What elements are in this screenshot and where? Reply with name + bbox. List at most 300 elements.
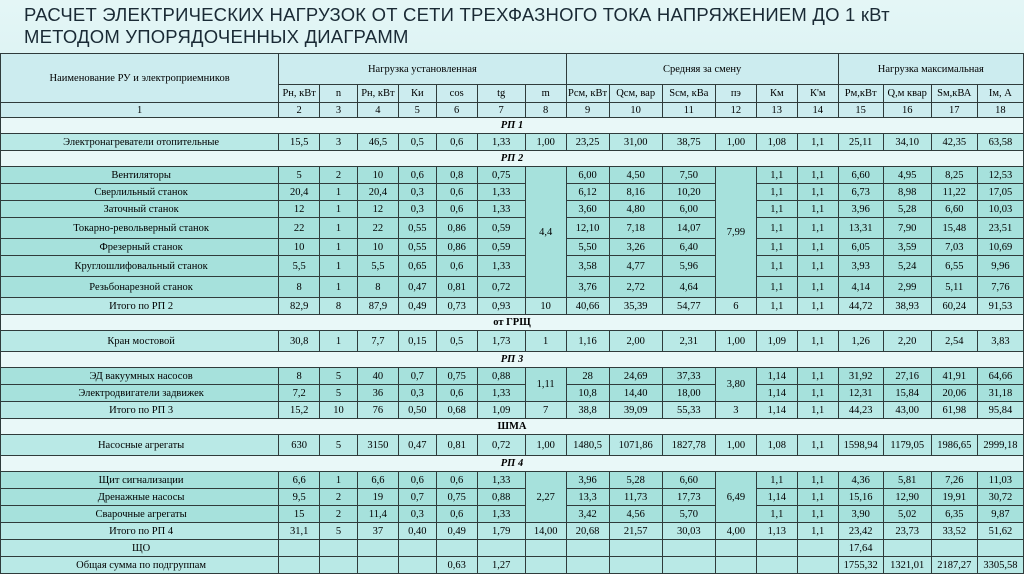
section-row-rp2 [1,151,1024,167]
cell: 1,1 [756,277,797,298]
cell: 0,6 [436,256,477,277]
cell: 1,33 [477,472,525,489]
col-header: Iм, А [977,85,1023,103]
cell: 4,64 [662,277,715,298]
cell: 1071,86 [609,435,662,456]
cell: 1,1 [797,256,838,277]
cell: 10 [357,239,398,256]
cell: 0,3 [398,385,436,402]
cell: 37 [357,523,398,540]
cell: 33,52 [931,523,977,540]
cell: 12,90 [883,489,931,506]
cell [797,540,838,557]
cell: 1,08 [756,134,797,151]
col-header: Рсм, кВт [566,85,609,103]
cell: 1480,5 [566,435,609,456]
cell: 7 [525,402,566,419]
cell: 11,22 [931,184,977,201]
cell: 6,00 [566,167,609,184]
table-row [1,201,1024,218]
cell: 1,14 [756,385,797,402]
cell: 0,93 [477,298,525,315]
row-name: Круглошлифовальный станок [1,256,279,277]
cell: 40 [357,368,398,385]
cell: 7,18 [609,218,662,239]
cell: 3,90 [838,506,883,523]
cell: 2 [320,167,358,184]
cell: 1 [320,184,358,201]
cell: 1,1 [756,239,797,256]
cell: 7,03 [931,239,977,256]
cell: 30,8 [279,331,320,352]
cell: 1,00 [715,134,756,151]
col-header: Ки [398,85,436,103]
cell: 54,77 [662,298,715,315]
cell: 7,26 [931,472,977,489]
col-number: 1 [1,103,279,118]
cell: 24,69 [609,368,662,385]
cell: 21,57 [609,523,662,540]
col-number: 8 [525,103,566,118]
row-name: Общая сумма по подгруппам [1,557,279,574]
cell [609,557,662,574]
row-name: Итого по РП 4 [1,523,279,540]
cell: 40,66 [566,298,609,315]
cell: 1,1 [797,331,838,352]
cell: 1,00 [525,435,566,456]
cell: 30,03 [662,523,715,540]
cell: 15,48 [931,218,977,239]
row-name: Щит сигнализации [1,472,279,489]
cell: 82,9 [279,298,320,315]
cell: 11,4 [357,506,398,523]
header-group-avg: Средняя за смену [566,54,838,85]
cell: 1,33 [477,134,525,151]
cell: 1,16 [566,331,609,352]
cell: 3,59 [883,239,931,256]
cell: 1 [320,331,358,352]
cell: 0,7 [398,368,436,385]
col-number: 5 [398,103,436,118]
cell: 1,1 [797,368,838,385]
cell [357,540,398,557]
cell: 14,40 [609,385,662,402]
cell [525,540,566,557]
cell: 15,5 [279,134,320,151]
cell: 1,1 [797,134,838,151]
cell: 1,33 [477,184,525,201]
cell: 12,53 [977,167,1023,184]
table-row-total [1,298,1024,315]
cell: 15,84 [883,385,931,402]
cell: 19,91 [931,489,977,506]
cell: 28 [566,368,609,385]
section-title: ШМА [1,419,1024,435]
cell: 3,42 [566,506,609,523]
cell: 35,39 [609,298,662,315]
row-name: Электродвигатели задвижек [1,385,279,402]
row-name: Итого по РП 2 [1,298,279,315]
col-number: 12 [715,103,756,118]
cell [477,540,525,557]
header-row-numbers [1,103,1024,118]
section-row-shma [1,419,1024,435]
table-row [1,239,1024,256]
cell: 5,81 [883,472,931,489]
cell: 0,6 [436,201,477,218]
cell: 5,02 [883,506,931,523]
cell: 1,1 [797,435,838,456]
cell: 46,5 [357,134,398,151]
cell: 31,1 [279,523,320,540]
cell: 1,33 [477,201,525,218]
cell: 5 [320,523,358,540]
cell: 17,64 [838,540,883,557]
cell: 5,50 [566,239,609,256]
cell [715,557,756,574]
cell: 1,73 [477,331,525,352]
cell: 4,14 [838,277,883,298]
cell: 5,11 [931,277,977,298]
table-row [1,277,1024,298]
cell: 5,70 [662,506,715,523]
cell: 5,28 [883,201,931,218]
cell: 23,51 [977,218,1023,239]
cell: 0,5 [436,331,477,352]
cell [883,540,931,557]
section-row-rp4 [1,456,1024,472]
cell: 1,26 [838,331,883,352]
cell [756,557,797,574]
cell: 0,6 [398,472,436,489]
row-name: Электронагреватели отопительные [1,134,279,151]
row-name: Дренажные насосы [1,489,279,506]
cell: 12 [279,201,320,218]
cell [398,557,436,574]
cell: 1,1 [797,277,838,298]
title-line-2: МЕТОДОМ УПОРЯДОЧЕННЫХ ДИАГРАММ [24,26,409,47]
cell: 6,60 [931,201,977,218]
cell: 2 [320,489,358,506]
cell: 1,14 [756,402,797,419]
cell [320,557,358,574]
cell: 3305,58 [977,557,1023,574]
cell: 0,65 [398,256,436,277]
cell: 27,16 [883,368,931,385]
cell: 10,03 [977,201,1023,218]
cell: 0,49 [398,298,436,315]
cell: 1986,65 [931,435,977,456]
cell [662,557,715,574]
cell: 3,93 [838,256,883,277]
cell: 6,55 [931,256,977,277]
cell: 0,3 [398,201,436,218]
cell: 38,93 [883,298,931,315]
cell: 0,6 [398,167,436,184]
cell: 15,16 [838,489,883,506]
cell: 1,09 [756,331,797,352]
cell: 6,35 [931,506,977,523]
cell: 3,96 [566,472,609,489]
cell: 2187,27 [931,557,977,574]
col-header: n [320,85,358,103]
cell: 20,4 [279,184,320,201]
cell: 1,1 [756,184,797,201]
cell: 1 [320,239,358,256]
cell: 1,09 [477,402,525,419]
cell: 0,75 [477,167,525,184]
row-name: Итого по РП 3 [1,402,279,419]
cell: 6,6 [279,472,320,489]
cell: 1,33 [477,256,525,277]
cell: 5,5 [357,256,398,277]
section-title: РП 3 [1,352,1024,368]
cell: 1,1 [797,402,838,419]
col-header: Рн, кВт [279,85,320,103]
cell: 8 [320,298,358,315]
table-row-shchO [1,540,1024,557]
cell: 1,08 [756,435,797,456]
cell: 1,1 [756,256,797,277]
cell: 0,81 [436,435,477,456]
cell: 4,80 [609,201,662,218]
cell: 0,72 [477,435,525,456]
cell: 1,00 [525,134,566,151]
cell: 6,05 [838,239,883,256]
col-header: Sсм, кВа [662,85,715,103]
cell: 3,76 [566,277,609,298]
cell: 2,20 [883,331,931,352]
cell: 3,26 [609,239,662,256]
col-number: 17 [931,103,977,118]
cell: 12,31 [838,385,883,402]
cell: 3150 [357,435,398,456]
col-number: 9 [566,103,609,118]
table-row [1,506,1024,523]
section-row-rp1 [1,118,1024,134]
cell: 0,3 [398,184,436,201]
cell: 6,00 [662,201,715,218]
col-number: 10 [609,103,662,118]
cell: 1,1 [756,472,797,489]
cell: 1,1 [797,489,838,506]
header-row-groups [1,54,1024,85]
cell: 10 [320,402,358,419]
col-header: Qсм, вар [609,85,662,103]
cell: 1,14 [756,489,797,506]
col-header: tg [477,85,525,103]
cell: 1,00 [715,331,756,352]
cell: 0,6 [436,472,477,489]
cell: 1,1 [797,385,838,402]
cell: 1,1 [756,506,797,523]
cell [977,540,1023,557]
cell: 6 [715,298,756,315]
col-number: 3 [320,103,358,118]
cell [797,557,838,574]
table-row-total [1,402,1024,419]
cell: 1598,94 [838,435,883,456]
cell: 1,1 [797,472,838,489]
cell: 8 [357,277,398,298]
cell: 31,18 [977,385,1023,402]
row-name: Токарно-револьверный станок [1,218,279,239]
cell: 1,33 [477,385,525,402]
row-name: Сварочные агрегаты [1,506,279,523]
row-name: Вентиляторы [1,167,279,184]
cell: 8 [279,277,320,298]
table-row [1,167,1024,184]
table-row [1,134,1024,151]
title-line-1: РАСЧЕТ ЭЛЕКТРИЧЕСКИХ НАГРУЗОК ОТ СЕТИ ТРЕХФАЗНОГО ТОКА НАПРЯЖЕНИЕМ ДО 1 кВт [24,4,890,25]
cell: 6,40 [662,239,715,256]
cell: 10 [525,298,566,315]
cell [715,540,756,557]
cell: 0,6 [436,385,477,402]
cell: 60,24 [931,298,977,315]
cell: 10,20 [662,184,715,201]
cell: 1,1 [797,506,838,523]
cell: 37,33 [662,368,715,385]
col-header: Рн, кВт [357,85,398,103]
cell: 0,75 [436,368,477,385]
cell: 5 [320,385,358,402]
cell: 19 [357,489,398,506]
col-number: 15 [838,103,883,118]
section-title: РП 1 [1,118,1024,134]
cell: 2,00 [609,331,662,352]
col-header: cos [436,85,477,103]
cell: 1,79 [477,523,525,540]
cell: 20,68 [566,523,609,540]
cell: 17,05 [977,184,1023,201]
cell: 15 [279,506,320,523]
cell: 0,47 [398,277,436,298]
cell: 14,07 [662,218,715,239]
cell: 0,88 [477,368,525,385]
cell [436,540,477,557]
cell: 43,00 [883,402,931,419]
col-number: 7 [477,103,525,118]
cell: 1,1 [756,298,797,315]
col-number: 13 [756,103,797,118]
col-header: Q,м квар [883,85,931,103]
cell: 7,2 [279,385,320,402]
cell: 0,68 [436,402,477,419]
cell: 11,03 [977,472,1023,489]
cell: 0,50 [398,402,436,419]
cell: 55,33 [662,402,715,419]
cell: 1,1 [797,298,838,315]
col-header: К'м [797,85,838,103]
row-name: ЩО [1,540,279,557]
cell: 1321,01 [883,557,931,574]
cell: 5 [320,368,358,385]
cell: 0,59 [477,239,525,256]
col-number: 16 [883,103,931,118]
col-header: пэ [715,85,756,103]
col-header: Км [756,85,797,103]
cell: 61,98 [931,402,977,419]
cell: 1 [320,218,358,239]
cell: 0,81 [436,277,477,298]
row-name: Кран мостовой [1,331,279,352]
cell: 1,00 [715,435,756,456]
load-table-container [0,53,1024,574]
cell: 1,1 [756,218,797,239]
cell: 0,73 [436,298,477,315]
section-title: РП 2 [1,151,1024,167]
cell: 0,6 [436,184,477,201]
cell: 2,54 [931,331,977,352]
cell: 7,7 [357,331,398,352]
cell: 2,31 [662,331,715,352]
table-row [1,368,1024,385]
cell: 0,7 [398,489,436,506]
cell: 5 [279,167,320,184]
cell: 30,72 [977,489,1023,506]
cell: 8,98 [883,184,931,201]
cell: 8,16 [609,184,662,201]
cell: 0,55 [398,239,436,256]
cell: 0,5 [398,134,436,151]
cell-merged-ne: 6,49 [715,472,756,523]
cell: 0,88 [477,489,525,506]
cell: 3 [715,402,756,419]
cell: 2999,18 [977,435,1023,456]
cell: 5,28 [609,472,662,489]
cell: 0,86 [436,218,477,239]
cell: 39,09 [609,402,662,419]
cell-merged-m: 2,27 [525,472,566,523]
cell: 4,56 [609,506,662,523]
col-number: 6 [436,103,477,118]
cell: 14,00 [525,523,566,540]
section-row-grsh [1,315,1024,331]
header-name-col: Наименование РУ и электроприемников [1,54,279,103]
table-row [1,489,1024,506]
cell: 6,6 [357,472,398,489]
cell: 1827,78 [662,435,715,456]
cell: 4,77 [609,256,662,277]
row-name: Фрезерный станок [1,239,279,256]
row-name: Насосные агрегаты [1,435,279,456]
cell: 1,1 [756,201,797,218]
cell: 10,69 [977,239,1023,256]
cell: 0,55 [398,218,436,239]
cell: 0,15 [398,331,436,352]
cell [566,540,609,557]
cell: 0,86 [436,239,477,256]
cell: 0,72 [477,277,525,298]
table-row [1,385,1024,402]
cell: 18,00 [662,385,715,402]
cell [357,557,398,574]
page-title [24,4,1014,48]
cell: 38,8 [566,402,609,419]
cell: 1,1 [797,239,838,256]
cell: 0,8 [436,167,477,184]
cell [566,557,609,574]
table-row [1,184,1024,201]
section-title: от ГРЩ [1,315,1024,331]
cell: 11,73 [609,489,662,506]
cell: 22 [279,218,320,239]
cell: 10 [357,167,398,184]
row-name: Заточный станок [1,201,279,218]
cell: 1,13 [756,523,797,540]
cell: 4,00 [715,523,756,540]
